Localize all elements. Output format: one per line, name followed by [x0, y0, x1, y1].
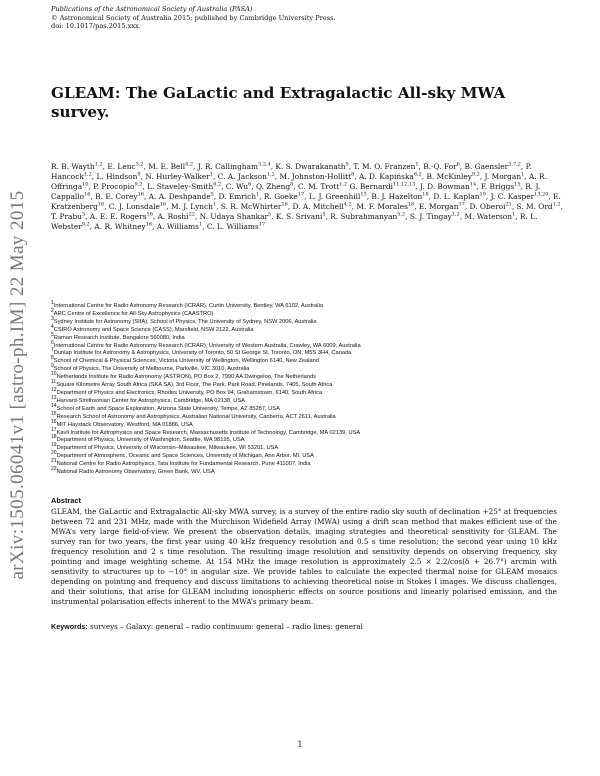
affiliation-number: 22: [51, 466, 57, 473]
affiliation-text: Research School of Astronomy and Astrophysics, Australian National University, Canberra, ACT 2611, Australia: [56, 413, 336, 420]
journal-header: [51, 5, 336, 31]
affiliation-text: School of Earth and Space Exploration, Arizona State University, Tempe, AZ 85287, USA: [56, 405, 280, 412]
affiliation-number: 15: [51, 410, 57, 417]
affiliation-text: Department of Physics and Electronics, Rhodes University, PO Box 94, Grahamstown, 6140, South Africa: [56, 389, 322, 396]
affiliation-text: National Radio Astronomy Observatory, Green Bank, WV, USA: [56, 469, 215, 476]
affiliation-item: [51, 379, 591, 390]
affiliation-text: National Centre for Radio Astrophysics, Tata Institute for Fundamental Research, Pune 411007, India: [56, 461, 311, 468]
affiliation-text: International Centre for Radio Astronomy Research (ICRAR), University of Western Australia, Crawley, WA 6009, Australia: [53, 342, 361, 349]
affiliation-text: Square Kilometre Array South Africa (SKA SA), 3rd Floor, The Park, Park Road, Pinelands, 7405, South Africa: [56, 382, 333, 389]
affiliation-item: [51, 300, 591, 311]
affiliation-text: Department of Physics, University of Wisconsin–Milwaukee, Milwaukee, WI 53201, USA: [56, 445, 279, 452]
affiliation-number: 4: [51, 323, 54, 330]
affiliation-number: 3: [51, 315, 54, 322]
keywords-label: Keywords:: [51, 622, 88, 631]
journal-name: Publications of the Astronomical Society of Australia (PASA): [51, 5, 253, 13]
affiliation-number: 18: [51, 434, 57, 441]
affiliation-number: 7: [51, 347, 54, 354]
affiliation-item: [51, 466, 591, 477]
affiliation-text: Harvard-Smithsonian Center for Astrophysics, Cambridge, MA 02138, USA: [56, 397, 245, 404]
affiliation-number: 5: [51, 331, 54, 338]
keywords-text: surveys – Galaxy: general – radio continuum: general – radio lines: general: [90, 622, 363, 631]
affiliation-number: 20: [51, 450, 57, 457]
affiliation-number: 16: [51, 418, 57, 425]
affiliation-number: 13: [51, 394, 57, 401]
affiliation-number: 6: [51, 339, 54, 346]
affiliation-number: 12: [51, 387, 57, 394]
affiliation-number: 14: [51, 402, 57, 409]
affiliation-number: 9: [51, 363, 54, 370]
affiliation-text: Sydney Institute for Astronomy (SIfA), School of Physics, The University of Sydney, NSW 2006, Australia: [53, 318, 317, 325]
affiliation-item: [51, 308, 591, 319]
affiliation-text: Department of Atmospheric, Oceanic and Space Sciences, University of Michigan, Ann Arbor, MI, USA: [56, 453, 314, 460]
affiliation-text: International Centre for Radio Astronomy Research (ICRAR), Curtin University, Bentley, WA 6102, Australia: [53, 303, 323, 309]
affiliation-item: [51, 458, 591, 469]
affiliation-text: CSIRO Astronomy and Space Science (CASS), Marsfield, NSW 2122, Australia: [53, 326, 254, 333]
abstract-heading: Abstract: [51, 496, 81, 505]
affiliation-text: MIT Haystack Observatory, Westford, MA 01886, USA: [56, 421, 193, 428]
affiliation-item: [51, 323, 591, 335]
keywords: [51, 622, 557, 631]
affiliation-text: School of Chemical & Physical Sciences, Victoria University of Wellington, Wellington 6140, New Zealand: [53, 358, 320, 365]
arxiv-identifier: arXiv:1505.06041v1 [astro-ph.IM] 22 May 2015: [7, 190, 28, 580]
doi-line: doi: 10.1017/pas.2015.xxx.: [51, 22, 141, 31]
affiliation-item: [51, 402, 591, 414]
arxiv-sidebar: [2, 150, 34, 620]
affiliation-text: Kavli Institute for Astrophysics and Space Research, Massachusetts Institute of Technology, Cambridge, MA 02139, USA: [56, 429, 361, 436]
affiliation-number: 21: [51, 458, 57, 465]
affiliation-number: 17: [51, 426, 57, 433]
author-list: R. B. Wayth$^{1,2}$, E. Lenc$^{3,2}$, M. E. Bell$^{4,2}$, J. R. Callingham$^{3,2,4}$, K. S. Dwarakanath$^5$, T. M. O. Franzen$^1$, B.-Q. For$^6$, B. Gaensler$^{3,7,2}$, P. Hancock$^{1,2}$, L. Hindson$^8$, N. Hurley-Walker$^1$, C. A. Jackson$^{1,2}$, M. Johnston-Hollitt$^8$, A. D. Kapińska$^{6,2}$, B. McKinley$^{9,2}$, J. Morgan$^1$, A. R. Offringa$^{10}$, P. Procopio$^{9,2}$, L. Staveley-Smith$^{6,2}$, C. Wu$^6$, Q. Zheng$^8$, C. M. Trott$^{1,2}$ G. Bernardi$^{11,12,13}$, J. D. Bowman$^{14}$, F. Briggs$^{15}$, R. J. Cappallo$^{16}$, B. E. Corey$^{16}$, A. A. Deshpande$^5$, D. Emrich$^1$, R. Goeke$^{17}$, L. J. Greenhill$^{13}$, B. J. Hazelton$^{18}$, D. L. Kaplan$^{19}$, J. C. Kasper$^{13,20}$, E. Kratzenberg$^{16}$, C. J. Lonsdale$^{16}$, M. J. Lynch$^1$, S. R. McWhirter$^{16}$, D. A. Mitchell$^{4,2}$, M. F. Morales$^{18}$, E. Morgan$^{17}$, D. Oberoi$^{21}$, S. M. Ord$^{1,2}$, T. Prabu$^5$, A. E. E. Rogers$^{16}$, A. Roshi$^{22}$, N. Udaya Shankar$^5$, K. S. Srivani$^5$, R. Subrahmanyan$^{5,2}$, S. J. Tingay$^{1,2}$, M. Waterson$^1$, R. L. Webster$^{9,2}$, A. R. Whitney$^{16}$, A. Williams$^1$, C. L. Williams$^{17}$: [51, 161, 563, 231]
affiliation-item: [51, 315, 591, 327]
affiliation-text: School of Physics, The University of Melbourne, Parkville, VIC 3010, Australia: [53, 366, 250, 373]
affiliation-text: Department of Physics, University of Washington, Seattle, WA 98195, USA: [56, 437, 245, 444]
affiliation-item: [51, 394, 591, 406]
abstract-text: GLEAM, the GaLactic and Extragalactic All-sky MWA survey, is a survey of the entire radio sky south of declination +25° at frequencies between 72 and 231 MHz, made with the Murchison Widefield Array (MWA) using a drift scan method that makes efficient use of the MWA’s very large field-of-view. We present the observation details, imaging strategies and theoretical sensitivity for GLEAM. The survey ran for two years, the first year using 40 kHz frequency resolution and 0.5 s time resolution; the second year using 10 kHz frequency resolution and 2 s time resolution. The resulting image resolution and sensitivity depends on observing frequency, sky pointing and image weighting scheme. At 154 MHz the image resolution is approximately 2.5 × 2.2/cos(δ + 26.7°) arcmin with sensitivity to structures up to ∼10° in angular size. We provide tables to calculate the expected thermal noise for GLEAM mosaics depending on pointing and frequency and discuss limitations to achieving theoretical noise in Stokes I images. We discuss challenges, and their solutions, that arise for GLEAM including ionospheric effects on source positions and linearly polarised emission, and the instrumental polarisation effects inherent to the MWA’s primary beam.: [51, 507, 557, 606]
affiliation-number: 1: [51, 300, 54, 307]
affiliation-text: Raman Research Institute, Bangalore 560080, India: [53, 334, 185, 341]
affiliation-item: [51, 450, 591, 461]
affiliation-item: [51, 418, 591, 430]
affiliation-number: 8: [51, 355, 54, 362]
page-number: 1: [297, 740, 303, 749]
affiliation-list: [51, 300, 591, 477]
affiliation-item: [51, 371, 591, 382]
affiliation-item: [51, 331, 591, 343]
affiliation-number: 2: [51, 308, 54, 315]
copyright-line: © Astronomical Society of Australia 2015; published by Cambridge University Press.: [51, 13, 336, 22]
affiliation-number: 10: [51, 371, 57, 378]
paper-title: GLEAM: The GaLactic and Extragalactic All-sky MWA survey.: [51, 84, 506, 121]
affiliation-text: Dunlap Institute for Astronomy & Astrophysics, University of Toronto, 50 St George St, Toronto, ON, M5S 3H4, Canada: [53, 350, 352, 357]
affiliation-item: [51, 387, 591, 398]
affiliation-text: ARC Centre of Excellence for All-Sky Astrophysics (CAASTRO): [53, 310, 214, 317]
affiliation-number: 19: [51, 442, 57, 449]
affiliation-number: 11: [51, 379, 57, 386]
affiliation-text: Netherlands Institute for Radio Astronomy (ASTRON), PO Box 2, 7990 AA Dwingeloo, The Netherlands: [56, 374, 316, 381]
affiliation-item: [51, 410, 591, 422]
affiliation-item: [51, 363, 591, 374]
